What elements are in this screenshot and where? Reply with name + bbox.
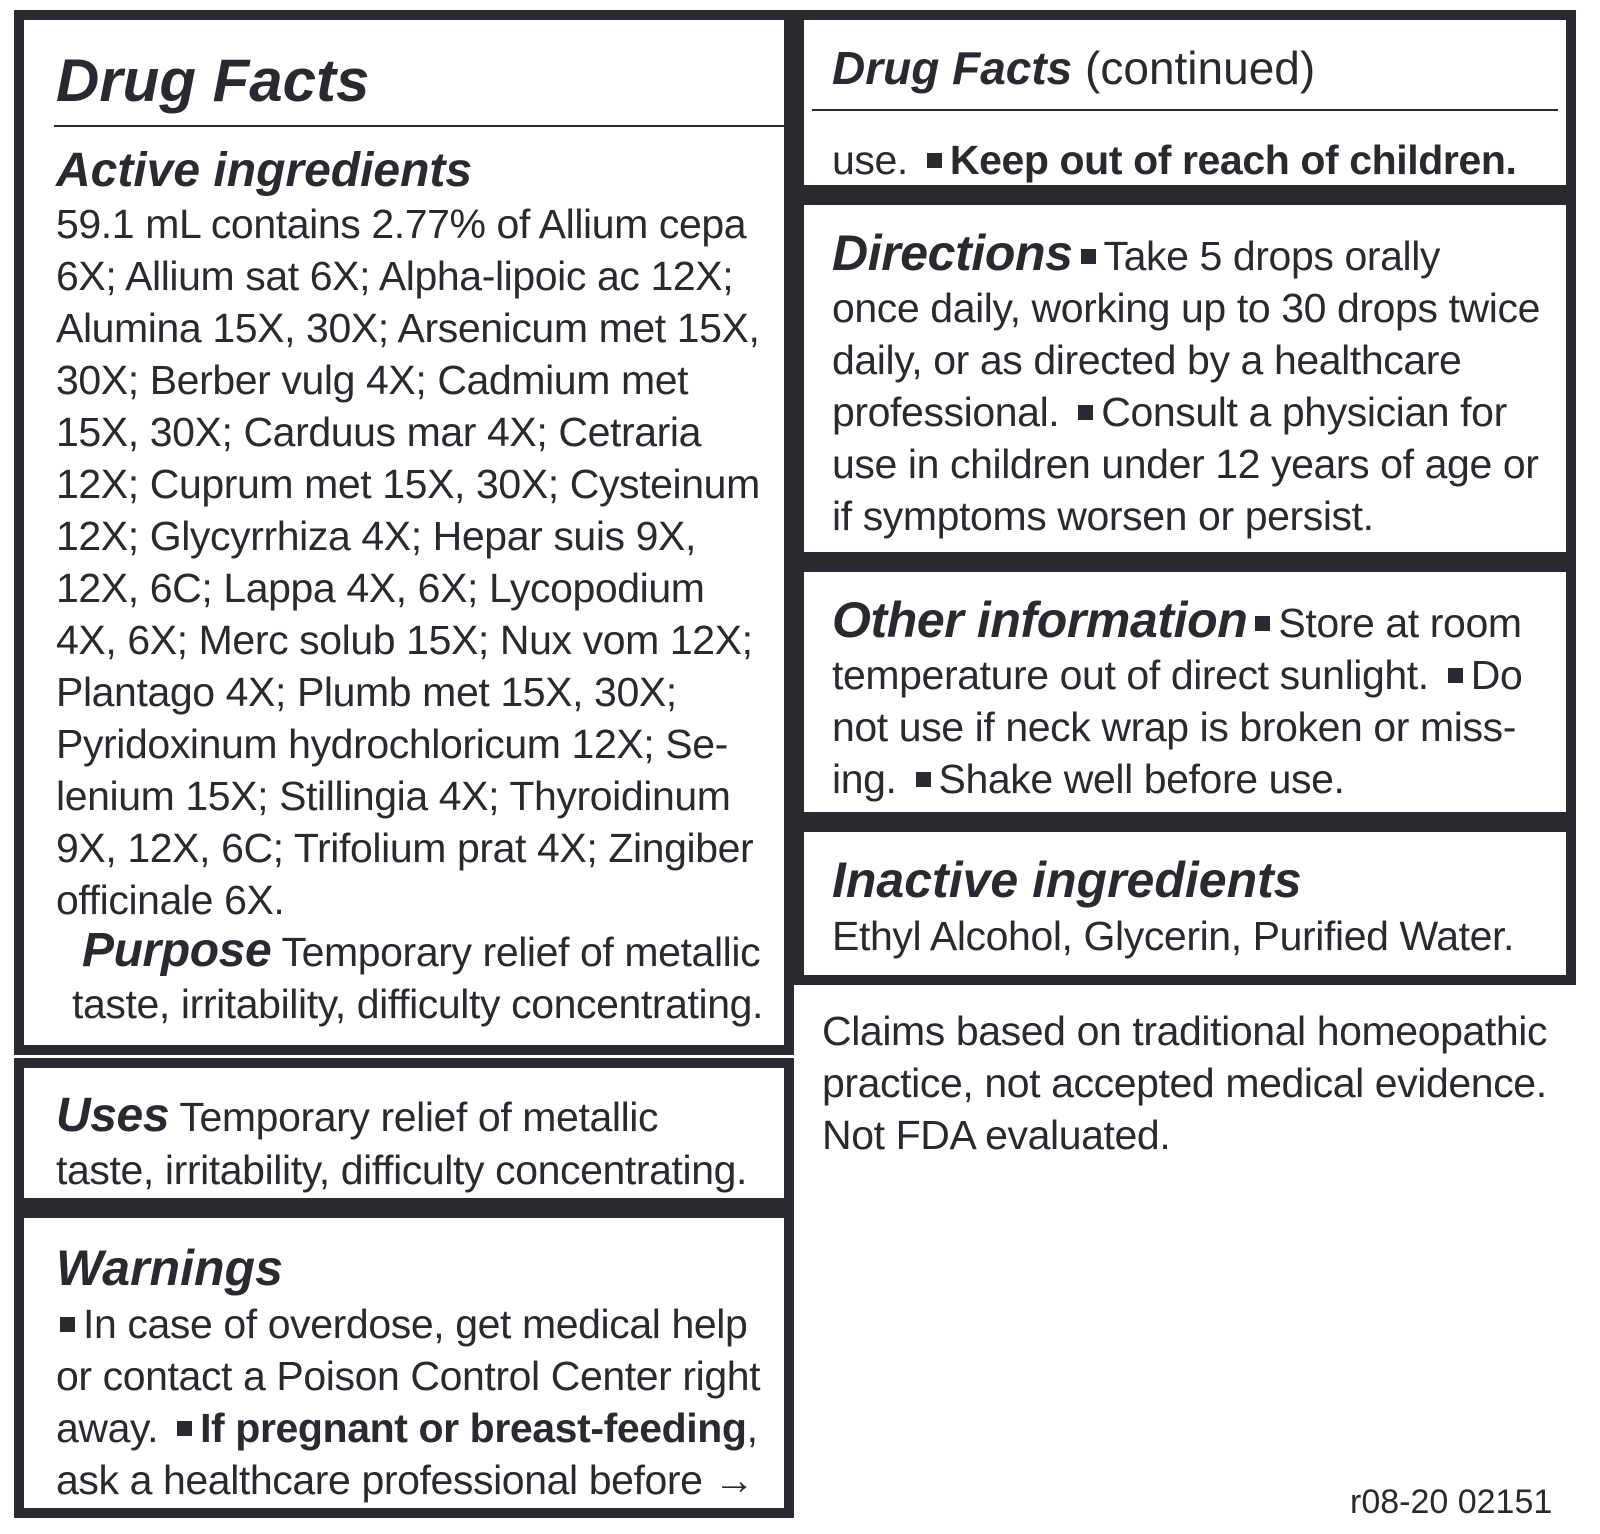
bullet-square — [60, 1317, 75, 1332]
warnings-line4: ask a healthcare professional before — [56, 1457, 703, 1503]
directions-line3: daily, or as directed by a healthcare — [832, 337, 1462, 383]
active-line: 30X; Berber vulg 4X; Cadmium met — [56, 357, 689, 403]
warnings-panel — [14, 1208, 794, 1518]
active-line: 59.1 mL contains 2.77% of Allium cepa — [56, 201, 747, 247]
directions-line4a: professional. — [832, 389, 1071, 435]
other-information-panel — [794, 562, 1576, 822]
active-line: lenium 15X; Stillingia 4X; Thyroidinum — [56, 773, 731, 819]
purpose-heading: Purpose — [82, 924, 272, 977]
directions-text — [832, 227, 1572, 542]
purpose-line1: Temporary relief of metallic — [271, 929, 761, 975]
continued-title — [832, 38, 1315, 98]
directions-line6: if symptoms worsen or persist. — [832, 493, 1374, 539]
continued-title-suffix: (continued) — [1072, 42, 1316, 94]
bullet-square — [1078, 405, 1093, 420]
uses-panel — [14, 1058, 794, 1208]
purpose-section — [82, 925, 760, 978]
inactive-ingredients-heading: Inactive ingredients — [832, 852, 1302, 908]
active-line: Plantago 4X; Plumb met 15X, 30X; — [56, 669, 677, 715]
homeopathic-claims — [822, 1005, 1582, 1161]
active-ingredients-text — [56, 198, 760, 926]
continued-use: use. — [832, 137, 919, 183]
other-information-heading: Other information — [832, 592, 1248, 648]
other-line4b: Shake well before use. — [938, 756, 1345, 802]
uses-line2: taste, irritability, difficulty concentrating. — [56, 1147, 748, 1193]
other-line1: Store at room — [1278, 600, 1522, 646]
uses-section — [56, 1090, 658, 1143]
bullet-square — [177, 1421, 192, 1436]
claims-line: practice, not accepted medical evidence. — [822, 1060, 1547, 1106]
continued-panel — [794, 10, 1576, 195]
claims-line: Claims based on traditional homeopathic — [822, 1008, 1548, 1054]
other-line2b: Do — [1470, 652, 1523, 698]
warnings-line3a: away. — [56, 1405, 170, 1451]
continued-title-bold: Drug Facts — [832, 42, 1073, 94]
directions-heading: Directions — [832, 225, 1073, 281]
warnings-text — [52, 1298, 792, 1506]
uses-line1: Temporary relief of metallic — [169, 1094, 659, 1140]
other-information-text — [832, 594, 1572, 805]
warnings-line2: or contact a Poison Control Center right — [56, 1353, 761, 1399]
active-line: 12X; Glycyrrhiza 4X; Hepar suis 9X, — [56, 513, 696, 559]
active-line: officinale 6X. — [56, 877, 285, 923]
active-line: 9X, 12X, 6C; Trifolium prat 4X; Zingiber — [56, 825, 754, 871]
bullet-square — [916, 772, 931, 787]
uses-heading: Uses — [56, 1089, 170, 1142]
revision-code: r08-20 02151 — [1350, 1483, 1553, 1521]
directions-line4b: Consult a physician for — [1101, 389, 1507, 435]
bullet-square — [1081, 249, 1096, 264]
claims-line: Not FDA evaluated. — [822, 1112, 1171, 1158]
bullet-square — [1255, 616, 1270, 631]
directions-line2: once daily, working up to 30 drops twice — [832, 285, 1540, 331]
drug-facts-main-panel — [14, 10, 794, 1055]
active-ingredients-heading: Active ingredients — [56, 144, 473, 197]
active-line: 12X; Cuprum met 15X, 30X; Cysteinum — [56, 461, 760, 507]
other-line4a: ing. — [832, 756, 908, 802]
continued-divider — [812, 109, 1558, 111]
active-line: Alumina 15X, 30X; Arsenicum met 15X, — [56, 305, 760, 351]
title-divider — [54, 125, 784, 127]
purpose-line2: taste, irritability, difficulty concentrating. — [72, 981, 764, 1027]
drug-facts-title: Drug Facts — [56, 47, 370, 114]
continued-text — [832, 134, 1517, 186]
pregnant-warning: If pregnant or breast-feeding — [200, 1405, 747, 1451]
bullet-square — [927, 153, 942, 168]
keep-out-of-reach: Keep out of reach of children. — [949, 137, 1517, 183]
active-line: 15X, 30X; Carduus mar 4X; Cetraria — [56, 409, 701, 455]
other-line2a: temperature out of direct sunlight. — [832, 652, 1440, 698]
active-line: 6X; Allium sat 6X; Alpha-lipoic ac 12X; — [56, 253, 734, 299]
bullet-square — [1448, 668, 1463, 683]
inactive-ingredients-panel — [794, 822, 1576, 985]
warnings-line3c: , — [746, 1405, 758, 1451]
directions-line5: use in children under 12 years of age or — [832, 441, 1539, 487]
active-line: 4X, 6X; Merc solub 15X; Nux vom 12X; — [56, 617, 753, 663]
directions-line1: Take 5 drops orally — [1103, 233, 1441, 279]
other-line3: not use if neck wrap is broken or miss- — [832, 704, 1516, 750]
continue-arrow-icon: → — [713, 1457, 755, 1503]
directions-panel — [794, 195, 1576, 562]
warnings-line1: In case of overdose, get medical help — [83, 1301, 748, 1347]
active-line: 12X, 6C; Lappa 4X, 6X; Lycopodium — [56, 565, 705, 611]
active-line: Pyridoxinum hydrochloricum 12X; Se- — [56, 721, 728, 767]
inactive-ingredients-text: Ethyl Alcohol, Glycerin, Purified Water. — [832, 913, 1515, 959]
warnings-heading: Warnings — [56, 1240, 283, 1296]
